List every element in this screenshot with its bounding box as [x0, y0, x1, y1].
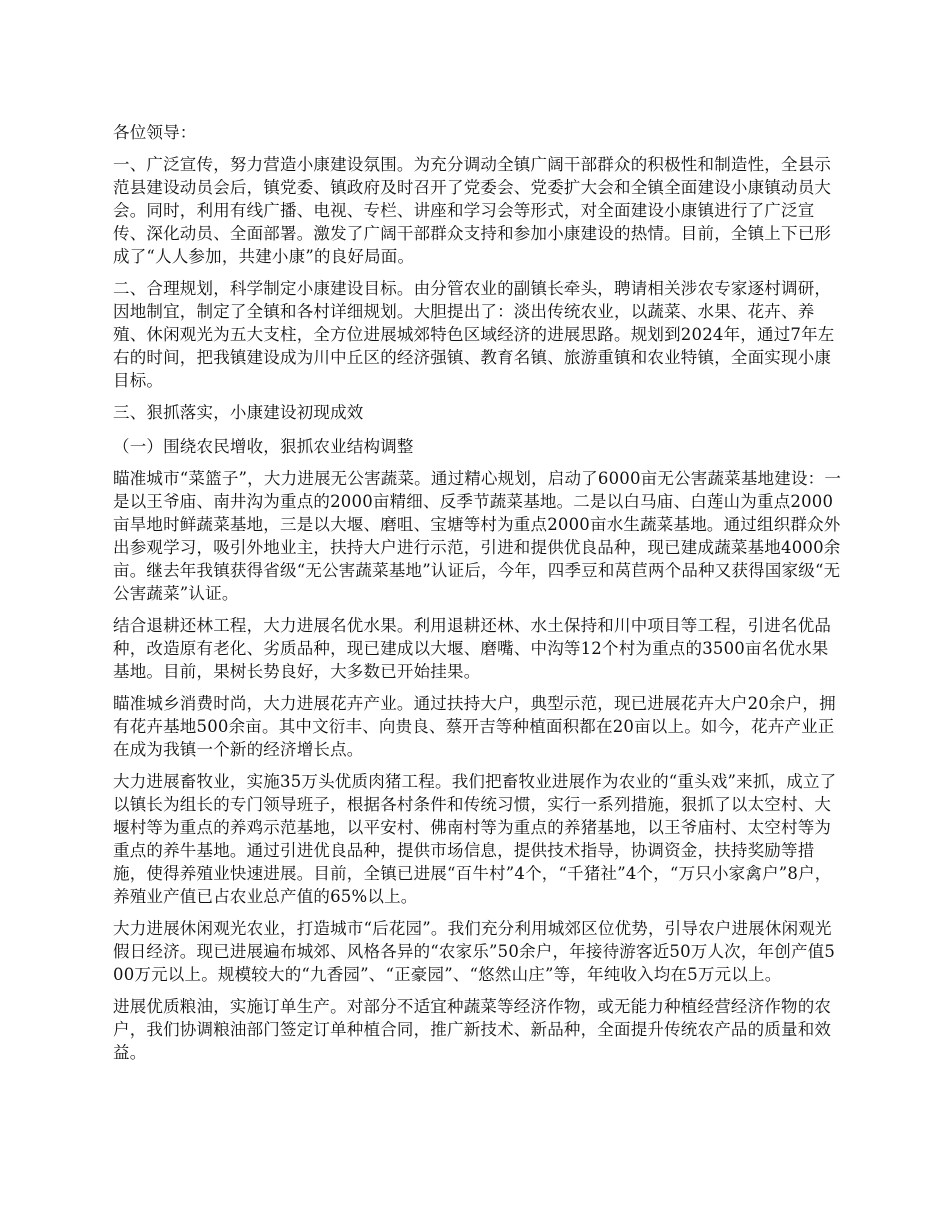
paragraph-flowers: 瞄准城乡消费时尚，大力进展花卉产业。通过扶持大户，典型示范，现已进展花卉大户20余户，拥有花卉基地500余亩。其中文衍丰、向贵良、蔡开吉等种植面积都在20亩以上。如今，花卉产业正在成为我镇一个新的经济增长点。	[113, 694, 836, 759]
paragraph-2: 二、合理规划，科学制定小康建设目标。由分管农业的副镇长牵头，聘请相关涉农专家逐村调研，因地制宜，制定了全镇和各村详细规划。大胆提出了：淡出传统农业，以蔬菜、水果、花卉、养殖、休闲观光为五大支柱，全方位进展城郊特色区域经济的进展思路。规划到2024年，通过7年左右的时间，把我镇建设成为川中丘区的经济强镇、教育名镇、旅游重镇和农业特镇，全面实现小康目标。	[113, 279, 835, 390]
paragraph-1: 一、广泛宣传，努力营造小康建设氛围。为充分调动全镇广阔干部群众的积极性和制造性，全县示范县建设动员会后，镇党委、镇政府及时召开了党委会、党委扩大会和全镇全面建设小康镇动员大会。同时，利用有线广播、电视、专栏、讲座和学习会等形式，对全面建设小康镇进行了广泛宣传、深化动员、全面部署。激发了广阔干部群众支持和参加小康建设的热情。目前，全镇上下已形成了“人人参加，共建小康”的良好局面。	[113, 155, 832, 266]
subsection-heading-1: （一）围绕农民增收，狠抓农业结构调整	[113, 437, 414, 456]
paragraph-tourism: 大力进展休闲观光农业，打造城市“后花园”。我们充分利用城郊区位优势，引导农户进展休闲观光假日经济。现已进展遍布城郊、风格各异的“农家乐”50余户，年接待游客近50万人次，年创产值500万元以上。规模较大的“九香园”、“正豪园”、“悠然山庄”等，年纯收入均在5万元以上。	[113, 919, 836, 984]
section-heading-3: 三、狠抓落实，小康建设初现成效	[113, 403, 364, 422]
paragraph-livestock: 大力进展畜牧业，实施35万头优质肉猪工程。我们把畜牧业进展作为农业的“重头戏”来抓，成立了以镇长为组长的专门领导班子，根据各村条件和传统习惯，实行一系列措施，狠抓了以太空村、大堰村等为重点的养鸡示范基地，以平安村、佛南村等为重点的养猪基地，以王爷庙村、太空村等为重点的养牛基地。通过引进优良品种，提供市场信息，提供技术指导，协调资金，扶持奖励等措施，使得养殖业快速进展。目前，全镇已进展“百牛村”4个，“千猪社”4个，“万只小家禽户”8户，养殖业产值已占农业总产值的65%以上。	[113, 772, 837, 906]
paragraph-grain: 进展优质粮油，实施订单生产。对部分不适宜种蔬菜等经济作物，或无能力种植经营经济作物的农户，我们协调粮油部门签定订单种植合同，推广新技术、新品种，全面提升传统农产品的质量和效益。	[113, 997, 832, 1062]
paragraph-vegetables: 瞄准城市“菜篮子”，大力进展无公害蔬菜。通过精心规划，启动了6000亩无公害蔬菜基地建设：一是以王爷庙、南井沟为重点的2000亩精细、反季节蔬菜基地。二是以白马庙、白莲山为重点2000亩旱地时鲜蔬菜基地，三是以大堰、磨咀、宝塘等村为重点2000亩水生蔬菜基地。通过组织群众外出参观学习，吸引外地业主，扶持大户进行示范，引进和提供优良品种，现已建成蔬菜基地4000余亩。继去年我镇获得省级“无公害蔬菜基地”认证后，今年，四季豆和莴苣两个品种又获得国家级“无公害蔬菜”认证。	[113, 469, 842, 603]
salutation: 各位领导：	[113, 123, 197, 142]
document-body	[113, 121, 843, 1073]
paragraph-fruits: 结合退耕还林工程，大力进展名优水果。利用退耕还林、水土保持和川中项目等工程，引进名优品种，改造原有老化、劣质品种，现已建成以大堰、磨嘴、中沟等12个村为重点的3500亩名优水果基地。目前，果树长势良好，大多数已开始挂果。	[113, 616, 832, 681]
